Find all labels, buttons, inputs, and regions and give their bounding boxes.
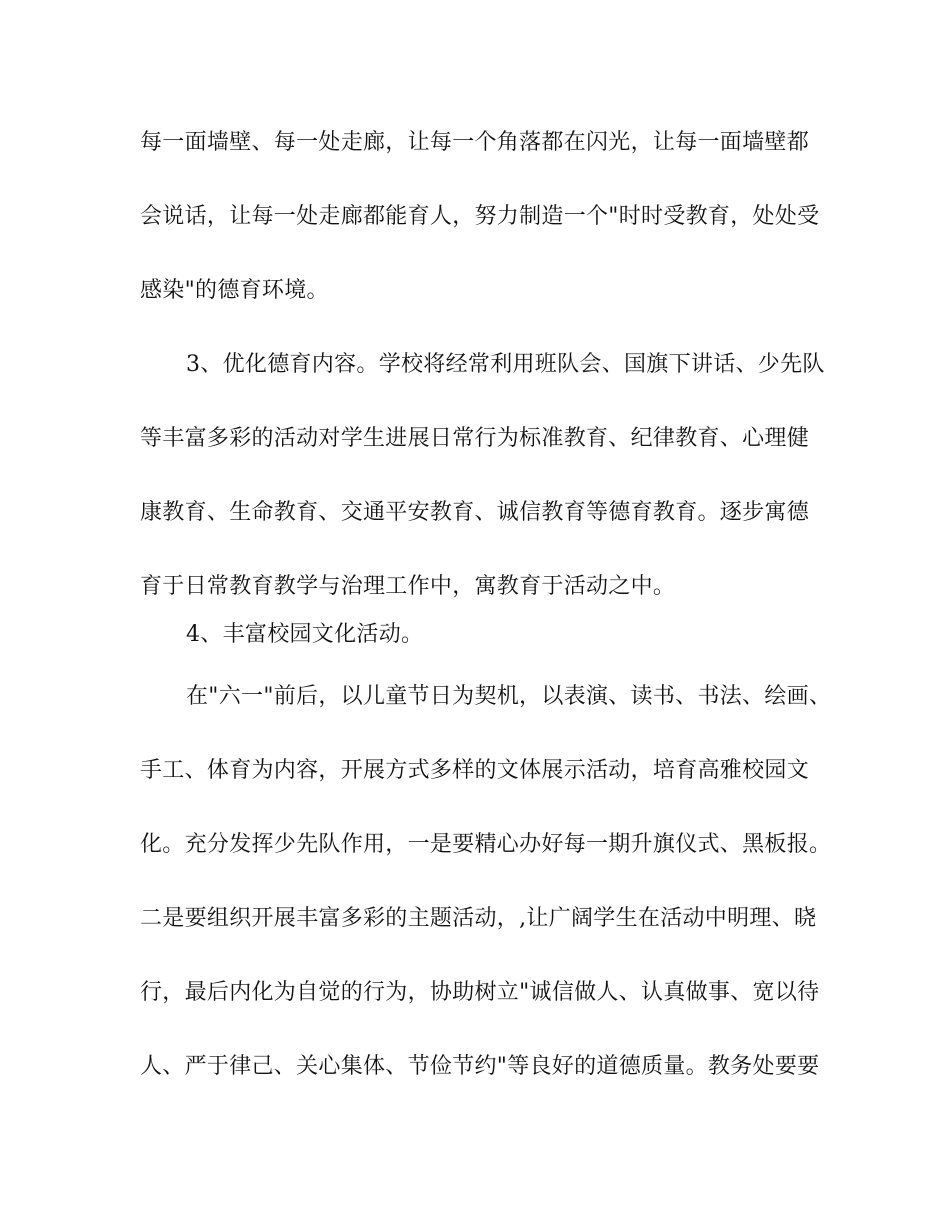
text-line-7: 育于日常教育教学与治理工作中，寓教育于活动之中。: [140, 574, 676, 599]
text-line-12: 二是要组织开展丰富多彩的主题活动，,让广阔学生在活动中明理、晓: [140, 906, 817, 931]
text-line-14: 人、严于律己、关心集体、节俭节约"等良好的道德质量。教务处要要: [140, 1054, 820, 1079]
text-line-6: 康教育、生命教育、交通平安教育、诚信教育等德育教育。逐步寓德: [140, 500, 810, 525]
text-line-3: 感染"的德育环境。: [140, 278, 329, 303]
text-line-13: 行，最后内化为自觉的行为，协助树立"诚信做人、认真做事、宽以待: [140, 980, 820, 1005]
text-line-10: 手工、体育为内容，开展方式多样的文体展示活动，培育高雅校园文: [140, 758, 810, 783]
text-line-1: 每一面墙壁、每一处走廊，让每一个角落都在闪光，让每一面墙壁都: [140, 130, 810, 155]
text-line-4-paragraph-start: 3、优化德育内容。学校将经常利用班队会、国旗下讲话、少先队: [186, 352, 825, 377]
text-line-11: 化。充分发挥少先队作用，一是要精心办好每一期升旗仪式、黑板报。: [140, 832, 832, 857]
text-line-5: 等丰富多彩的活动对学生进展日常行为标准教育、纪律教育、心理健: [140, 426, 810, 451]
text-line-2: 会说话，让每一处走廊都能育人，努力制造一个"时时受教育，处处受: [140, 204, 820, 229]
text-line-9-paragraph-start: 在"六一"前后，以儿童节日为契机，以表演、读书、书法、绘画、: [186, 684, 832, 709]
text-line-8-heading: 4、丰富校园文化活动。: [186, 622, 424, 647]
